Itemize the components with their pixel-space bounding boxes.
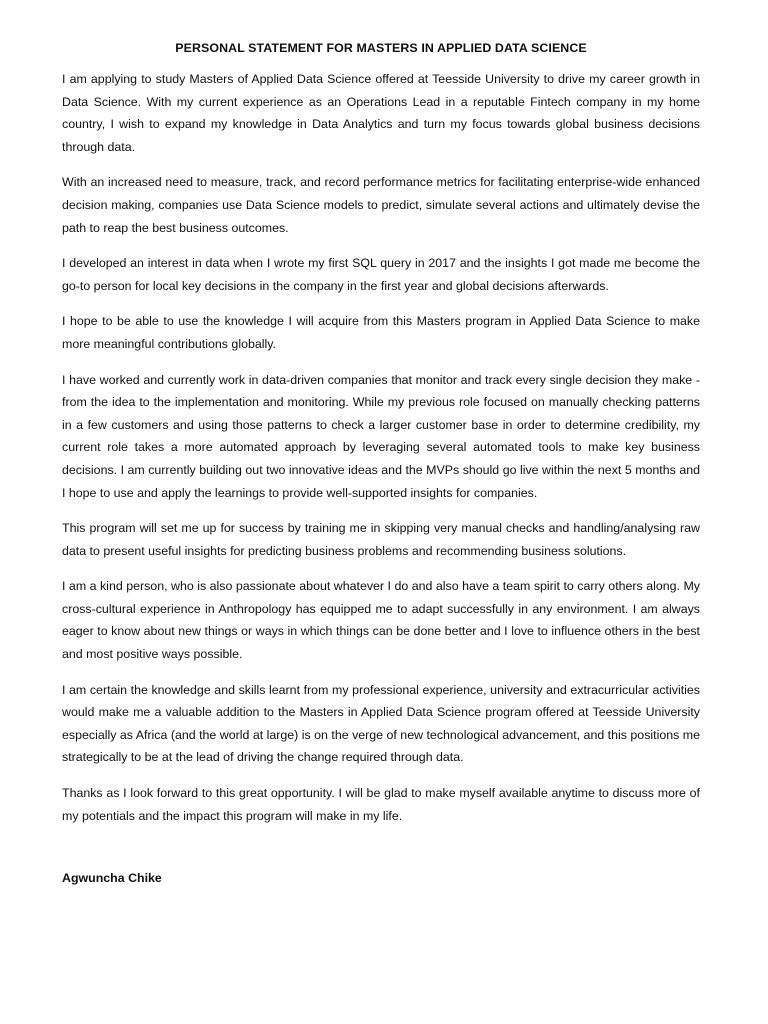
- document-body: [62, 40, 700, 840]
- paragraph-metrics: With an increased need to measure, track, and record performance metrics for facilitating enterprise-wide enhanced decision making, companies use Data Science models to predict, simulate several actions and ultimately devise the path to reap the best business outcomes.: [62, 175, 700, 235]
- signature-name: Agwuncha Chike: [62, 871, 162, 885]
- paragraph-certainty: I am certain the knowledge and skills learnt from my professional experience, university and extracurricular activities would make me a valuable addition to the Masters in Applied Data Science program offered at Teesside University especially as Africa (and the world at large) is on the verge of new technological advancement, and this positions me strategically to be at the lead of driving the change required through data.: [62, 682, 700, 765]
- paragraph-intro: I am applying to study Masters of Applied Data Science offered at Teesside University to drive my career growth in Data Science. With my current experience as an Operations Lead in a reputable Fintech company in my home country, I wish to expand my knowledge in Data Analytics and turn my focus towards global business decisions through data.: [62, 72, 700, 154]
- paragraph-program-benefit: This program will set me up for success by training me in skipping very manual checks and handling/analysing raw data to present useful insights for predicting business problems and recommending business solutions.: [62, 521, 700, 558]
- paragraph-personality: I am a kind person, who is also passionate about whatever I do and also have a team spirit to carry others along. My cross-cultural experience in Anthropology has equipped me to adapt successfully in any environment. I am always eager to know about new things or ways in which things can be done better and I love to influence others in the best and most positive ways possible.: [62, 579, 700, 662]
- page-title: PERSONAL STATEMENT FOR MASTERS IN APPLIED DATA SCIENCE: [175, 41, 587, 55]
- paragraph-experience: I have worked and currently work in data-driven companies that monitor and track every single decision they make - from the idea to the implementation and monitoring. While my previous role focused on manually checking patterns in a few customers and using those patterns to check a larger customer base in order to determine credibility, my current role takes a more automated approach by leveraging several automated tools to make key business decisions. I am currently building out two innovative ideas and the MVPs should go live within the next 5 months and I hope to use and apply the learnings to provide well-supported insights for companies.: [62, 372, 700, 500]
- paragraph-closing: Thanks as I look forward to this great opportunity. I will be glad to make myself available anytime to discuss more of my potentials and the impact this program will make in my life.: [62, 786, 700, 823]
- paragraph-sql-interest: I developed an interest in data when I wrote my first SQL query in 2017 and the insights I got made me become the go-to person for local key decisions in the company in the first year and global decisions afterwards.: [62, 256, 700, 293]
- paragraph-hope: I hope to be able to use the knowledge I will acquire from this Masters program in Applied Data Science to make more meaningful contributions globally.: [62, 314, 700, 351]
